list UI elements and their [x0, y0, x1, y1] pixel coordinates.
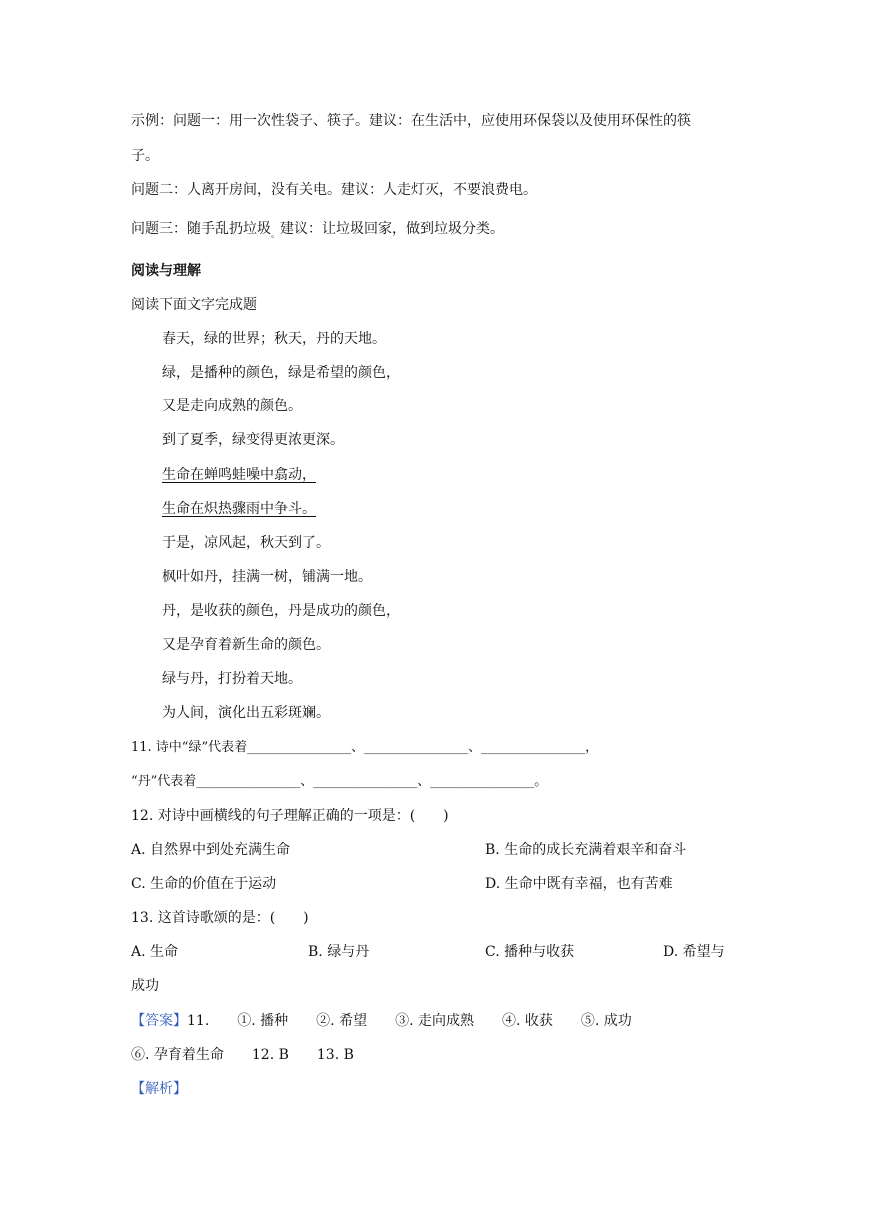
poem-line: 又是走向成熟的颜色。 — [162, 398, 302, 414]
section-heading: 阅读与理解 — [131, 263, 201, 279]
q13-option-a: A. 生命 — [131, 944, 179, 960]
poem-line-underlined: 生命在蝉鸣蛙噪中翕动， — [162, 467, 316, 483]
q12-option-b: B. 生命的成长充满着艰辛和奋斗 — [485, 842, 687, 858]
poem-line: 为人间，演化出五彩斑斓。 — [162, 705, 330, 721]
question-13-stem: 13. 这首诗歌颂的是：( ) — [131, 910, 309, 926]
q13-option-d-continued: 成功 — [131, 978, 159, 994]
example-line-1: 示例：问题一：用一次性袋子、筷子。建议：在生活中，应使用环保袋以及使用环保性的筷 — [131, 113, 691, 129]
answer-text: 11. ①. 播种 ②. 希望 ③. 走向成熟 ④. 收获 ⑤. 成功 — [187, 1013, 632, 1029]
poem-line: 于是，凉风起，秋天到了。 — [162, 535, 330, 551]
example-question-3 — [131, 220, 504, 244]
answer-line-1 — [131, 1012, 632, 1030]
poem-line: 枫叶如丹，挂满一树，铺满一地。 — [162, 569, 372, 585]
q13-option-d: D. 希望与 — [663, 944, 725, 960]
poem-line: 春天，绿的世界；秋天，丹的天地。 — [162, 331, 386, 347]
q12-option-a: A. 自然界中到处充满生命 — [131, 842, 291, 858]
q13-option-b: B. 绿与丹 — [308, 944, 370, 960]
poem-line: 到了夏季，绿变得更浓更深。 — [162, 432, 344, 448]
question-11-line-1: 11. 诗中“绿”代表着________________、________________、________________， — [131, 740, 599, 755]
question-11-line-2: “丹”代表着________________、________________、________________。 — [131, 774, 548, 789]
poem-line: 绿，是播种的颜色，绿是希望的颜色， — [162, 365, 400, 381]
answer-line-2: ⑥. 孕育着生命 12. B 13. B — [131, 1047, 354, 1063]
q3-problem: 问题三：随手乱扔垃圾 — [131, 221, 271, 237]
poem-line: 又是孕育着新生命的颜色。 — [162, 637, 330, 653]
section-instruction: 阅读下面文字完成题 — [131, 297, 257, 313]
poem-line: 绿与丹，打扮着天地。 — [162, 671, 302, 687]
q12-option-c: C. 生命的价值在于运动 — [131, 876, 277, 892]
example-line-2: 子。 — [131, 148, 159, 164]
q13-option-c: C. 播种与收获 — [485, 944, 575, 960]
poem-line: 丹，是收获的颜色，丹是成功的颜色， — [162, 603, 400, 619]
answer-tag: 【答案】 — [131, 1013, 187, 1029]
q3-dot: 。 — [271, 230, 281, 240]
analysis-tag: 【解析】 — [131, 1081, 187, 1097]
example-question-2: 问题二：人离开房间，没有关电。建议：人走灯灭，不要浪费电。 — [131, 182, 537, 198]
q12-option-d: D. 生命中既有幸福，也有苦难 — [485, 876, 673, 892]
q3-suggestion: 建议：让垃圾回家，做到垃圾分类。 — [280, 221, 505, 237]
poem-line-underlined: 生命在炽热骤雨中争斗。 — [162, 501, 316, 517]
question-12-stem: 12. 对诗中画横线的句子理解正确的一项是：( ) — [131, 808, 449, 824]
